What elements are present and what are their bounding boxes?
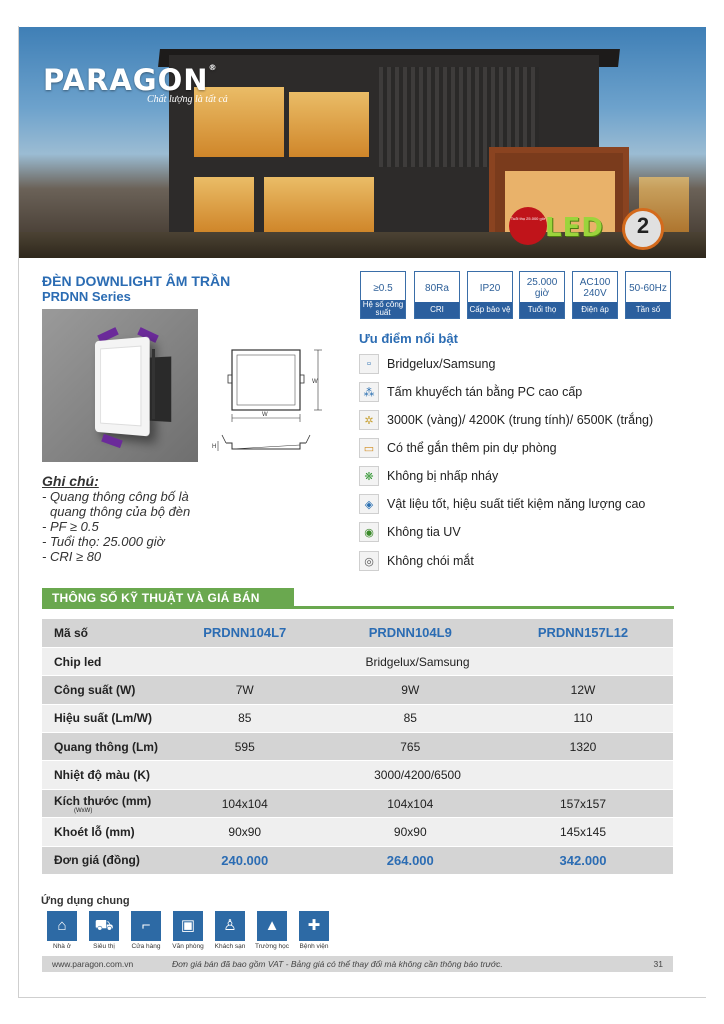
warranty-badge: 2: [622, 208, 664, 250]
application-item: ♙ Khách sạn: [209, 911, 251, 950]
price-cell: 342.000: [493, 846, 673, 874]
diamond-icon: ◈: [359, 494, 379, 514]
spec-power-factor: ≥0.5 Hệ số công suất: [360, 271, 406, 319]
medical-cross-icon: ✚: [299, 911, 329, 941]
application-item: ▲ Trường học: [251, 911, 293, 950]
application-item: ✚ Bệnh viện: [293, 911, 335, 950]
spec-price-table: [42, 619, 673, 875]
table-header-row: [42, 619, 673, 647]
dim-label-w-bottom: W: [262, 412, 268, 418]
section-banner: THÔNG SỐ KỸ THUẬT VÀ GIÁ BÁN: [42, 588, 294, 608]
notes-title: Ghi chú:: [42, 473, 99, 489]
product-series: PRDNN Series: [42, 289, 131, 304]
table-row: Hiệu suất (Lm/W) 85 85 110: [42, 704, 673, 732]
dim-label-w-side: W: [312, 379, 318, 385]
application-item: ▣ Văn phòng: [167, 911, 209, 950]
brand-slogan: Chất lượng là tất cả: [147, 94, 228, 105]
spec-voltage: AC100 240V Điện áp: [572, 271, 618, 319]
note-line: - Quang thông công bố là: [42, 489, 189, 504]
advantage-item: ⁂ Tấm khuyếch tán bằng PC cao cấp: [359, 381, 582, 403]
table-cell-merged: 3000/4200/6500: [162, 761, 673, 789]
flicker-free-icon: ❋: [359, 466, 379, 486]
note-line: - PF ≥ 0.5: [42, 519, 99, 534]
product-title: ĐÈN DOWNLIGHT ÂM TRẦN: [42, 273, 231, 289]
table-row: Công suất (W) 7W 9W 12W: [42, 676, 673, 704]
house-icon: ⌂: [47, 911, 77, 941]
applications-list: [41, 911, 335, 950]
color-temp-icon: ✲: [359, 410, 379, 430]
section-divider: [42, 606, 674, 609]
advantages-title: Ưu điểm nổi bật: [359, 331, 458, 346]
page-number: 31: [653, 959, 663, 969]
advantage-item: ▫ Bridgelux/Samsung: [359, 353, 495, 375]
application-item: ⛟ Siêu thị: [83, 911, 125, 950]
product-photo: [42, 309, 198, 462]
application-item: ⌐ Cửa hàng: [125, 911, 167, 950]
table-row: Nhiệt độ màu (K) 3000/4200/6500: [42, 761, 673, 789]
application-item: ⌂ Nhà ở: [41, 911, 83, 950]
advantage-item: ▭ Có thể gắn thêm pin dự phòng: [359, 437, 557, 459]
note-line: - Tuổi thọ: 25.000 giờ: [42, 534, 165, 549]
table-header-key: Mã số: [42, 619, 162, 647]
uv-icon: ◉: [359, 522, 379, 542]
note-line: quang thông của bộ đèn: [50, 504, 191, 519]
model-code: PRDNN104L7: [162, 619, 328, 647]
advantage-item: ◎ Không chói mắt: [359, 550, 474, 572]
monitor-icon: ▣: [173, 911, 203, 941]
table-row: Khoét lỗ (mm) 90x90 90x90 145x145: [42, 818, 673, 846]
dim-label-h: H: [212, 444, 217, 450]
chip-icon: ▫: [359, 354, 379, 374]
dimension-drawing: [212, 345, 324, 463]
lifetime-seal: Tuổi thọ 25.000 giờ: [509, 207, 547, 245]
size-subscript: (WxW): [74, 807, 93, 814]
hero-image: [19, 27, 706, 258]
diffuser-icon: ⁂: [359, 382, 379, 402]
cart-icon: ⛟: [89, 911, 119, 941]
spec-frequency: 50-60Hz Tần số: [625, 271, 671, 319]
spec-ip: IP20 Cấp bảo vệ: [467, 271, 513, 319]
led-text: LED: [545, 213, 604, 243]
table-row: Chip led Bridgelux/Samsung: [42, 647, 673, 675]
note-line: - CRI ≥ 80: [42, 549, 102, 564]
eye-icon: ◎: [359, 551, 379, 571]
price-cell: 264.000: [328, 846, 494, 874]
brand-logo: PARAGON® Chất lượng là tất cả: [43, 63, 228, 105]
spec-cri: 80Ra CRI: [414, 271, 460, 319]
page-footer: [42, 956, 673, 972]
spec-lifetime: 25.000 giờ Tuổi thọ: [519, 271, 565, 319]
advantage-item: ◉ Không tia UV: [359, 521, 461, 543]
table-row: Kích thước (mm) (WxW) 104x104 104x104 157x157: [42, 789, 673, 817]
price-row: Đơn giá (đồng) 240.000 264.000 342.000: [42, 846, 673, 874]
graduation-cap-icon: ▲: [257, 911, 287, 941]
battery-icon: ▭: [359, 438, 379, 458]
applications-title: Ứng dụng chung: [41, 895, 130, 907]
advantage-item: ✲ 3000K (vàng)/ 4200K (trung tính)/ 6500K (trắng): [359, 409, 653, 431]
model-code: PRDNN104L9: [328, 619, 494, 647]
model-code: PRDNN157L12: [493, 619, 673, 647]
advantage-item: ❋ Không bị nhấp nháy: [359, 465, 498, 487]
notes-block: [42, 474, 190, 564]
table-cell-merged: Bridgelux/Samsung: [162, 647, 673, 675]
shoe-icon: ⌐: [131, 911, 161, 941]
footer-note: Đơn giá bán đã bao gồm VAT - Bảng giá có thể thay đổi mà không cần thông báo trước.: [172, 959, 503, 969]
bellboy-icon: ♙: [215, 911, 245, 941]
advantage-item: ◈ Vật liệu tốt, hiệu suất tiết kiệm năng lượng cao: [359, 493, 645, 515]
price-cell: 240.000: [162, 846, 328, 874]
table-row: Quang thông (Lm) 595 765 1320: [42, 733, 673, 761]
website-link[interactable]: www.paragon.com.vn: [52, 959, 134, 969]
